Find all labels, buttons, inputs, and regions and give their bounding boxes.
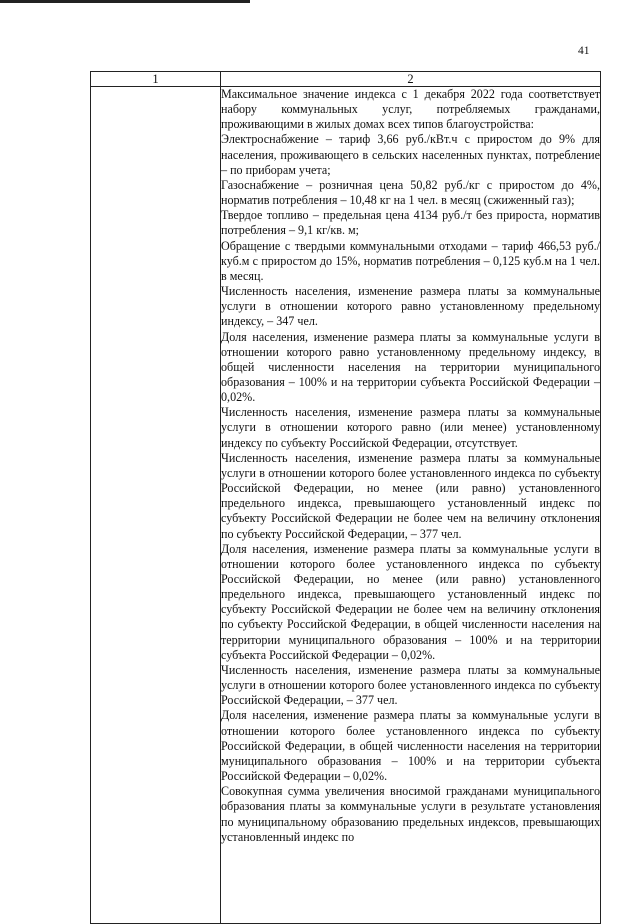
paragraph-solid-fuel: Твердое топливо – предельная цена 4134 руб./т без прироста, норматив потребления – 9,1 кг/кв. м; — [221, 208, 600, 238]
paragraph-share-equal-limit: Доля населения, изменение размера платы за коммунальные услуги в отношении которого равно установленному предельному индексу, в общей численности населения на территории муниципального образования – 100% и на территории субъекта Российской Федерации – 0,02%. — [221, 329, 600, 405]
top-edge-line — [0, 0, 250, 3]
paragraph-share-within-deviation: Доля населения, изменение размера платы за коммунальные услуги в отношении которого более установленного индекса по субъекту Российской Федерации, но менее (или равно) установленного предельного индекса, превышающего установленный индекс по субъекту Российской Федерации не более чем на величину отклонения по субъекту Российской Федерации, в общей численности населения на территории муниципального образования – 100% и на территории субъекта Российской Федерации – 0,02%. — [221, 541, 600, 662]
paragraph-gas: Газоснабжение – розничная цена 50,82 руб./кг с приростом до 4%, норматив потребления – 10,48 кг на 1 чел. в месяц (сжиженный газ); — [221, 177, 600, 208]
paragraph-population-within-deviation: Численность населения, изменение размера платы за коммунальные услуги в отношении которого более установленного индекса по субъекту Российской Федерации, но менее (или равно) установленного предельного индекса, превышающего установленный индекс по субъекту Российской Федерации не более чем на величину отклонения по субъекту Российской Федерации, – 377 чел. — [221, 450, 600, 541]
paragraph-share-above-index: Доля населения, изменение размера платы за коммунальные услуги в отношении которого более установленного индекса по субъекту Российской Федерации, в общей численности населения на территории муниципального образования – 100% и на территории субъекта Российской Федерации – 0,02%. — [221, 708, 600, 784]
column-2-cell — [221, 87, 601, 924]
document-table — [90, 71, 601, 924]
column-header-1: 1 — [91, 72, 221, 87]
paragraph-total-increase: Совокупная сумма увеличения вносимой гражданами муниципального образования платы за коммунальные услуги в результате установления по муниципальному образованию предельных индексов, превышающих установленный индекс по — [221, 784, 600, 844]
column-header-2: 2 — [221, 72, 601, 87]
paragraph-max-index: Максимальное значение индекса с 1 декабря 2022 года соответствует набору коммунальных услуг, потребляемых гражданами, проживающими в жилых домах всех типов благоустройства: — [221, 87, 600, 132]
paragraph-solid-waste: Обращение с твердыми коммунальными отходами – тариф 466,53 руб./куб.м с приростом до 15%, норматив потребления – 0,125 куб.м на 1 чел. в месяц. — [221, 238, 600, 283]
paragraph-population-below-index: Численность населения, изменение размера платы за коммунальные услуги в отношении которого равно (или менее) установленному индексу по субъекту Российской Федерации, отсутствует. — [221, 405, 600, 450]
paragraph-population-above-index: Численность населения, изменение размера платы за коммунальные услуги в отношении которого более установленного индекса по субъекту Российской Федерации, – 377 чел. — [221, 662, 600, 708]
page-number: 41 — [578, 45, 590, 57]
paragraph-population-equal-limit: Численность населения, изменение размера платы за коммунальные услуги в отношении которого равно установленному предельному индексу, – 347 чел. — [221, 284, 600, 329]
table-row — [91, 87, 601, 924]
paragraph-electricity: Электроснабжение – тариф 3,66 руб./кВт.ч с приростом до 9% для населения, проживающего в сельских населенных пунктах, потребление – по приборам учета; — [221, 132, 600, 177]
column-1-cell — [91, 87, 221, 924]
table-header-row — [91, 72, 601, 87]
